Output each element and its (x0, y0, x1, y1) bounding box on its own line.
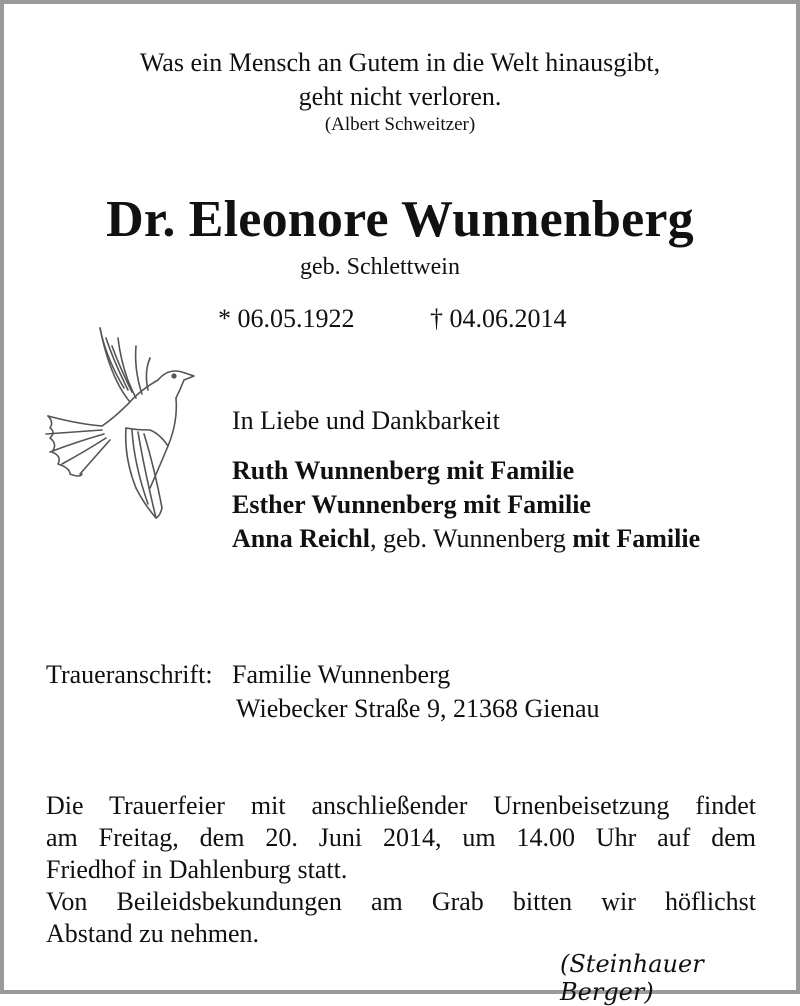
deceased-name: Dr. Eleonore Wunnenberg (106, 191, 694, 248)
notice-line-3: Friedhof in Dahlenburg statt. (46, 855, 348, 884)
address-label: Traueranschrift: (46, 660, 213, 689)
address-line-2: Wiebecker Straße 9, 21368 Gienau (236, 694, 600, 723)
address-line-1: Familie Wunnenberg (232, 660, 451, 689)
stonemason-signature: (Steinhauer Berger) (560, 950, 704, 1006)
notice-line-4: Von Beileidsbekundungen am Grab bitten wir höflichst (46, 887, 756, 916)
notice-line-1: Die Trauerfeier mit anschließender Urnenbeisetzung findet (46, 791, 756, 820)
mourner-line-2: Esther Wunnenberg mit Familie (232, 490, 591, 519)
quote-line-2: geht nicht verloren. (298, 82, 502, 111)
mourner-3-name: Anna Reichl (232, 524, 370, 553)
death-date: † 04.06.2014 (430, 304, 567, 333)
dove-icon (40, 318, 200, 528)
mourner-line-3 (232, 524, 700, 554)
quote-line-1: Was ein Mensch an Gutem in die Welt hinausgibt, (139, 48, 661, 77)
mourner-line-1: Ruth Wunnenberg mit Familie (232, 456, 575, 485)
birth-date: * 06.05.1922 (218, 304, 355, 333)
mourner-3-family: mit Familie (572, 524, 701, 553)
birth-name: geb. Schlettwein (300, 254, 460, 280)
notice-line-2: am Freitag, dem 20. Juni 2014, um 14.00 Uhr auf dem (46, 823, 756, 852)
mourners-intro: In Liebe und Dankbarkeit (232, 406, 500, 435)
notice-line-5: Abstand zu nehmen. (46, 919, 260, 948)
mourner-3-birth-name: , geb. Wunnenberg (369, 524, 573, 553)
quote-author: (Albert Schweitzer) (324, 114, 476, 135)
